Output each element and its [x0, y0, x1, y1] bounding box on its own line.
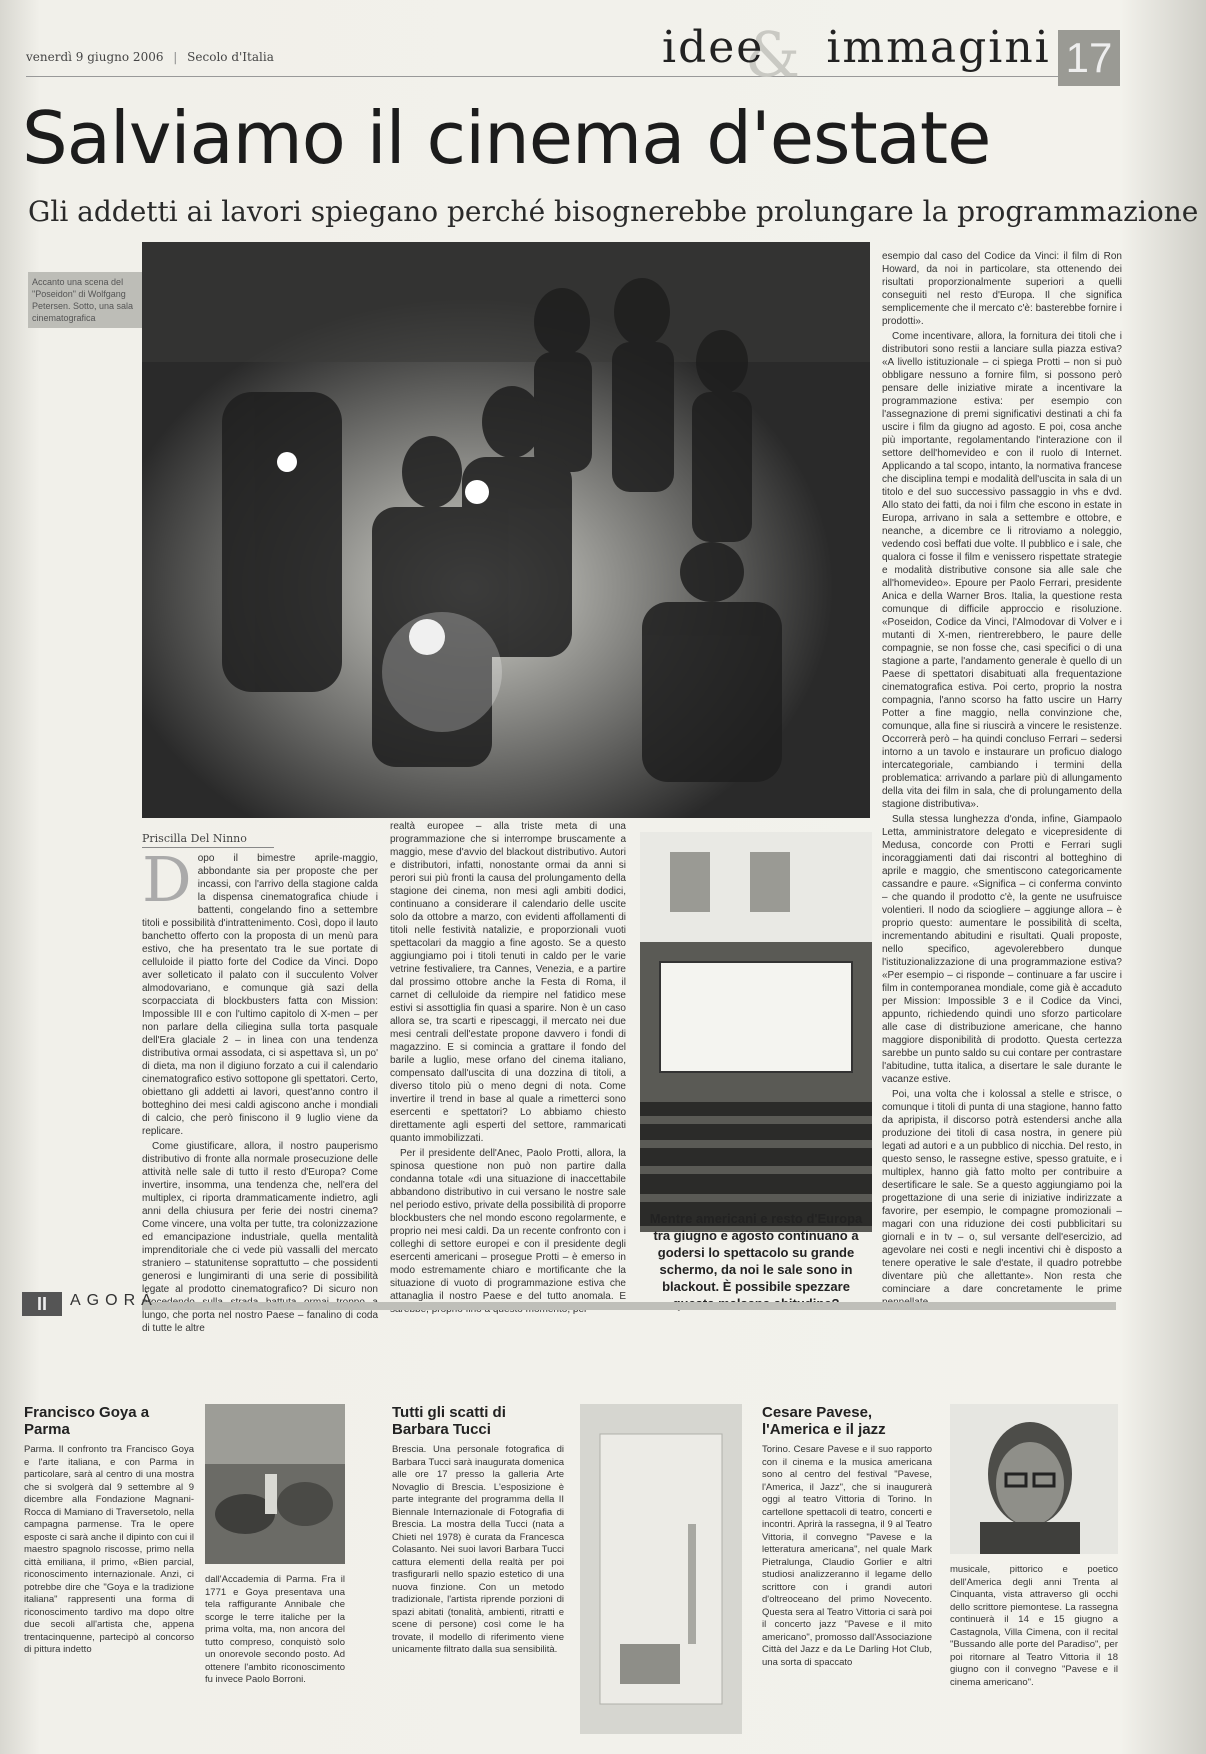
- cinema-hall-graphic: [640, 832, 872, 1232]
- agora-text-goya: Parma. Il confronto tra Francisco Goya e l'arte italiana, e con Parma in particolare, sarà al centro di una mostra che si svolgerà dal 9 settembre al 9 dicembre alla Fondazione Magnani-Rocca di Mamiano di Traversetolo, nella campagna parmense. Tra le opere esposte ci sarà anche il dipinto con cui il maestro spagnolo riscosse, primo nella città emiliana, il primo, «Bien parcial, riconoscimento internazionale. Anzi, ci potrebbe dire che "Goya e la tradizione italiana" rappresenti una forma di riconoscimento tardivo ma dopo oltre due secoli all'artista che, appena trentacinquenne, partecipò al concorso di pittura indetto: [24, 1444, 194, 1655]
- article-paragraph: Poi, una volta che i kolossal a stelle e strisce, o comunque i titoli di punta di una stagione, hanno fatto da apripista, il discorso potrà estendersi anche alla produzione dei titoli di casa nostra, in genere più legati ad autori e a un pubblico di nicchia. Del resto, in questo senso, le rassegne estive, spesso gratuite, e i multiplex, hanno già fatto molto per contribuire a desertificare le sale. Se a questo aggiungiamo poi la progettazione di una serie di iniziative indirizzate a favorire, per esempio, le compagne promozionali – magari con una riduzione dei costi pubblicitari su giornali e in tv – o, sul versante dell'esercizio, ad agevolare nei costi e negli incentivi chi è disposto a tenere operative le sale d'estate, il quadro potrebbe diventare più che allettante». Non resta che cominciare a dare concretamente le prime: [882, 1089, 1122, 1295]
- agora-divider-bar: [22, 1298, 1116, 1312]
- masthead-separator: |: [173, 50, 178, 64]
- headline: Salviamo il cinema d'estate: [22, 96, 991, 180]
- article-column-2: [390, 820, 626, 1302]
- pull-quote: Mentre americani e resto d'Europa tra giugno e agosto continuano a godersi lo spettacolo su grande schermo, da noi le sale sono in blackout. È possibile spezzare: [649, 1211, 863, 1294]
- agora-label: AGORÀ: [70, 1292, 158, 1309]
- poseidon-photo-graphic: [142, 242, 870, 818]
- byline: Priscilla Del Ninno: [142, 832, 274, 848]
- cinema-hall-photo: [640, 832, 872, 1232]
- section-title-right: immagini: [826, 22, 1051, 73]
- section-ampersand: &: [745, 18, 801, 91]
- tucci-photo: [580, 1404, 742, 1734]
- subheadline: Gli addetti ai lavori spiegano perché bisognerebbe prolungare la programmazione: [28, 195, 1199, 228]
- dropcap: D: [142, 843, 192, 916]
- article-paragraph: Come giustificare, allora, il nostro pauperismo distributivo di fronte alla normale prosecuzione delle attività nelle sale di tutto il resto d'Europa? Come invertire, insomma, una tendenza che, nell'era del multiplex, ci riporta drammaticamente indietro, agli anni della chiusura per ferie dei nostri cinema? Come vincere, una volta per tutte, tra colonizzazione ed emancipazione industriale, quella mentalità imprenditoriale che ci vede più vassalli del mercato straniero – statunitense soprattutto – che possidenti generosi e lungimiranti di una serie di possibilità legate al prodotto cinematografico? Di sicuro non lungo, che porta nel nostro Paese – fanalino di coda di tutte le altre: [142, 1141, 378, 1334]
- agora-title-goya: Francisco Goya a Parma: [24, 1404, 150, 1438]
- page-number: 17: [1058, 30, 1120, 86]
- article-paragraph: Per il presidente dell'Anec, Paolo Protti, allora, la spinosa questione non può non partire dalla condanna totale «di una situazione di inaccettabile abbandono distributivo in cui versano le nostre sale nel periodo estivo, private della possibilità di proporre blockbusters che nel mondo escono regolarmente, e proprio nei mesi caldi. Da un recente confronto con i colleghi di settore europei e con il presidente degli esercenti americani – prosegue Protti – è emerso in modo estremamente chiaro e mortificante che la situazione di vuoto di programmazione estiva che attanaglia il nostro Paese e del tutto anomala. E: [390, 1148, 626, 1302]
- article-paragraph: realtà europee – alla triste meta di una programmazione che si interrompe bruscamente a maggio, mese d'avvio del blackout distributivo. Autori e distributori, infatti, nonostante ormai da anni si perori sui più fronti la causa del prolungamento della stagione dei cinema, non mesi agli ambiti dodici, continuano a considerare il calendario delle uscite solo da ottobre a marzo, con evidenti affollamenti di titoli nelle festività natalizie, e proporzionali vuoti spettacolari da maggio a fine agosto. Se a questo aggiungiamo poi i titoli tenuti in caldo per le varie vetrine festivaliere, tra Cannes, Venezia, e a partire dal prossimo ottobre anche la Festa di Roma, il carnet di celluloide da riempire nel fatidico mese estivi si assottiglia fin quasi a sparire. Non è un caso allora se, tra scarti e ripescaggi, il mercato nei due mesi centrali dell'estate propone davvero i fondi di magazzino. E si comincia a grattare il fondo del barile a luglio, mese orfano del cinema italiano, compensato dall'uscita di una dozzina di titoli, a diverso titolo più o meno degni di nota. Come invertire il trend in base al quale a rimetterci sono esercenti e spettatori? Lo abbiamo chiesto direttamente agli esperti del settore, rammaricati quanto immobilizzati.: [390, 821, 626, 1144]
- pavese-portrait: [950, 1404, 1118, 1554]
- masthead-rule: [26, 76, 1116, 77]
- article-paragraph: esempio dal caso del Codice da Vinci: il film di Ron Howard, da noi in particolare, sta ottenendo dei risultati proporzionalmente superiori a quelli conseguiti nel resto d'Europa. Il che significa semplicemente che il mercato c'è: basterebbe fornire i prodotti».: [882, 251, 1122, 327]
- agora-text-pavese-continued: musicale, pittorico e poetico dell'America degli anni Trenta al Cinquanta, vista attraverso gli occhi dello scrittore piemontese. La rassegna continuerà il 14 e 15 giugno a Castagnola, Villa Cimena, con il recital "Bussando alle porte del Paradiso", per poi ritornare al Teatro Vittoria il 18 giugno con il convegno "Pavese e il cinema americano".: [950, 1564, 1118, 1688]
- article-column-1: [142, 843, 378, 1334]
- goya-painting-graphic: [205, 1404, 345, 1564]
- article-paragraph: Come incentivare, allora, la fornitura dei titoli che i distributori sono restii a lanciare sulla piazza estiva? «A livello istituzionale – ci spiega Protti – non si può obbligare nessuno a fornire film, si possono però pensare delle iniziative mirate a incentivare la programmazione estiva: per esempio con l'assegnazione di premi significativi destinati a chi fa uscire i film da giugno ad agosto. E poi, cosa anche più importante, regolamentando l'interazione con il settore dell'homevideo e con il ruolo di Internet. Applicando a tal scopo, intanto, la normativa francese che disciplina tempi e modalità dell'uscita in sala di un titolo e del suo successivo passaggio in vhs e dvd. Allo stato dei fatti, da noi i film che escono in estate in Europa, arrivano in sala a settembre e ottobre, e neanche, a dicembre ce li ritroviamo a noleggio, vedendo così beffati due volte. Il pubblico e i sale, che qualora ci fosse il film e venissero rispettate strategie e modalità distributive consone sia alle sale che all'homevideo». Epoure per Paolo Ferrari, presidente Anica e della Warner Bros. Italia, la questione resta comunque di difficile approccio e risoluzione. «Poseidon, Codice da Vinci, l'Almodovar di Volver e i mutanti di X-men, rientrerebbero, le paure delle compagnie, se non fosse che, casi specifici o di una stagione a parte, l'andamento generale è quello di un Paese di spettatori disabituati alla frequentazione cinematografica estiva. Poi certo, proprio la nostra compagnia, l'anno scorso ha fatto uscire un Harry Potter a fine maggio, nella convinzione che, comunque, alla fine si riuscirà a vincere le resistenze. Occorrerà però – ha quindi concluso Ferrari – sedersi intorno a un tavolo e instaurare un proficuo dialogo intercategoriale, cambiando i termini della problematica: arrivando a parlare più di allungamento della vita dei film in sala, che di prolungamento della stagione distributiva».: [882, 331, 1122, 810]
- masthead-date-line: [26, 50, 274, 64]
- agora-title-pavese: Cesare Pavese, l'America e il jazz: [762, 1404, 886, 1438]
- masthead-date: venerdì 9 giugno 2006: [26, 50, 164, 64]
- article-paragraph: Sulla stessa lunghezza d'onda, infine, Giampaolo Letta, amministratore delegato e vicepresidente di Medusa, concorde con Protti e Ferrari sugli incoraggiamenti dati dai riscontri al botteghino di aprile e maggio, che smentiscono categoricamente cassandre e paure. «Significa – ci conferma convinto – che quando il prodotto c'è, la gente ne usufruisce volentieri. Il nodo da sciogliere – aggiunge allora – è proprio questo: aumentare le possibilità di scelta, incrementando abitudini e risultati. Quali proposte, nello specifico, agevolerebbero dunque l'istituzionalizzazione di una programmazione estiva? «Per esempio – ci risponde – continuare a far uscire i film in contemporanea mondiale, come già è accaduto per Mission: Impossible 3 e il Codice da Vinci, appunto, richiedendo quindi uno sforzo particolare alle case di distribuzione americane, che hanno maggiore disponibilità di prodotto. Questa certezza sarebbe un punto saldo su cui contare per contrastare l'abitudine, tutta italica, a disertare le sale durante le vacanze estive.: [882, 814, 1122, 1085]
- agora-logo: II: [22, 1292, 62, 1316]
- photo-caption: Accanto una scena del "Poseidon" di Wolfgang Petersen. Sotto, una sala cinematografica: [28, 272, 142, 328]
- agora-title-tucci: Tutti gli scatti di Barbara Tucci: [392, 1404, 506, 1438]
- masthead-paper: Secolo d'Italia: [187, 50, 274, 64]
- agora-text-pavese: Torino. Cesare Pavese e il suo rapporto con il cinema e la musica americana sono al centro del festival "Pavese, l'America, il Jazz", che si inaugurerà oggi al teatro Vittoria di Torino. In cartellone spettacoli di teatro, concerti e incontri. Aprirà la rassegna, il 9 al Teatro Vittoria, il convegno "Pavese e la letteratura americana", nel quale Mark Pietralunga, Claudio Gorlier e altri studiosi analizzeranno il legame dello scrittore con i grandi autori d'oltreoceano del primo Novecento. Questa sera al Teatro Vittoria ci sarà poi il concerto jazz "Pavese e il mito americano", promosso dall'Associazione Città del Jazz e da Le Darling Hot Club, una sorta di spaccato: [762, 1444, 932, 1668]
- section-title: [662, 22, 1051, 73]
- agora-text-tucci: Brescia. Una personale fotografica di Barbara Tucci sarà inaugurata domenica alle ore 17 presso la galleria Arte Novaglio di Brescia. L'esposizione è parte integrante del programma della II Biennale Internazionale di Fotografia di Brescia. La mostra della Tucci (nata a Chieti nel 1978) è curata da Francesca Colasanto. Nei suoi lavori Barbara Tucci cattura elementi della realtà per poi trasfigurarli nello spazio estetico di una nuova finzione. Con un metodo tradizionale, l'artista riprende porzioni di spazi abitati (tonalità, ambienti, ritratti e scene di persone) così come le ha trovate, il modello di riferimento viene unicamente filtrato dalla sua sensibilità.: [392, 1444, 564, 1655]
- article-paragraph: [142, 843, 378, 1138]
- goya-painting: [205, 1404, 345, 1564]
- article-text: opo il bimestre aprile-maggio, abbondante sia per proposte che per incassi, con l'arrivo della stagione calda la dispensa cinematografica chiude i battenti, congelando fino a settembre titoli e possibilità d'intrattenimento. Così, dopo il lauto banchetto offerto con la proposta di un menù para estivo, che ha presentato tra le sue portate di celluloide il piatto forte del Codice da Vinci. Dopo aver solleticato il palato con il succulento Volver almodovariano, e comunque già sazi della scorpacciata di blockbusters fatta con Mission: Impossible III e con l'ultimo capitolo di X-men – per non parlare della ciliegina sulla torta pasquale dell'Era glaciale 2 – in linea con una tendenza distributiva ormai assodata, ci si aspettava sì, un po' di dieta, ma non il digiuno forzato a cui il calendario cinematografico estivo sottopone gli spettatori. Certo, obiettano gli addetti ai lavori, quest'anno contro il botteghino dei mesi caldi agiscono anche i mondiali di calcio, che però finiscono il 9 luglio viene da replicare.: [142, 853, 378, 1137]
- pavese-portrait-graphic: [950, 1404, 1118, 1554]
- article-column-3: [882, 250, 1122, 1300]
- section-title-left: idee: [662, 22, 765, 73]
- agora-text-goya-continued: dall'Accademia di Parma. Fra il 1771 e Goya presentava una tela raffigurante Annibale che scorge le terre italiche per la prima volta, ma, non ancora del tutto compreso, conquistò solo un onorevole secondo posto. Ad ottenere l'ambito riconoscimento fu invece Paolo Borroni.: [205, 1574, 345, 1685]
- tucci-photo-graphic: [580, 1404, 742, 1734]
- poseidon-photo: [142, 242, 870, 818]
